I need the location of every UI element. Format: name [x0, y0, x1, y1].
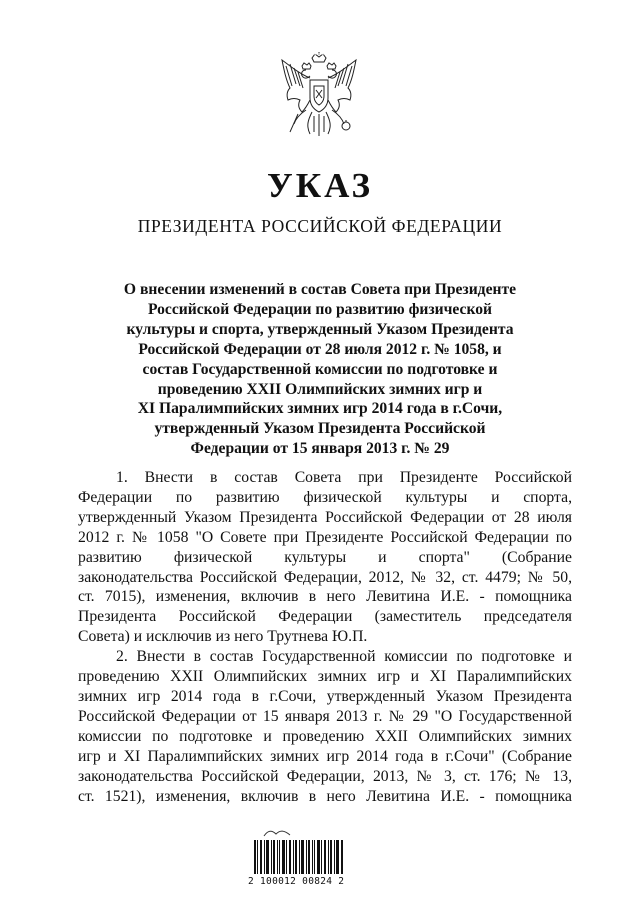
body-line: утвержденный Указом Президента Российской Федерации от 28 июля [78, 508, 572, 526]
body-line: ст. 1521), изменения, включив в него Левитина И.Е. - помощника [78, 787, 572, 805]
body-line: Совета) и исключив из него Трутнева Ю.П. [78, 628, 368, 646]
body-line: Федерации по развитию физической культуры и спорта, [78, 488, 572, 506]
body-line: Российской Федерации от 15 января 2013 г. № 29 "О Государственной [78, 707, 572, 725]
heading-line: утвержденный Указом Президента Российской [154, 420, 486, 438]
registration-stamp [238, 828, 358, 898]
page-subtitle: ПРЕЗИДЕНТА РОССИЙСКОЙ ФЕДЕРАЦИИ [137, 216, 503, 236]
barcode-icon [254, 840, 344, 874]
body-line: зимних игр 2014 года в г.Сочи, утвержденный Указом Президента [78, 687, 572, 705]
body-line: Президента Российской Федерации (заместитель председателя [78, 608, 572, 626]
body-line: проведению XXII Олимпийских зимних игр и XI Паралимпийских [78, 668, 572, 686]
body-line: 1. Внести в состав Совета при Президенте Российской [116, 469, 572, 486]
page-title: УКАЗ [267, 166, 373, 205]
coat-of-arms-icon [276, 52, 362, 144]
heading-line: Российской Федерации по развитию физической [147, 300, 493, 318]
body-line: игр и XI Паралимпийских зимних игр 2014 года в г.Сочи" (Собрание [78, 747, 572, 765]
body-line: 2. Внести в состав Государственной комиссии по подготовке и [116, 648, 572, 666]
heading-line: XI Паралимпийских зимних игр 2014 года в г.Сочи, [137, 400, 503, 418]
body-line: развитию физической культуры и спорта" (Собрание [78, 548, 572, 566]
decree-heading [110, 280, 530, 459]
body-line: законодательства Российской Федерации, 2013, № 3, ст. 176; № 13, [78, 767, 572, 785]
body-line: ст. 7015), изменения, включив в него Левитина И.Е. - помощника [78, 588, 572, 606]
stamp-mark-icon [262, 828, 292, 838]
heading-line: культуры и спорта, утвержденный Указом Президента [126, 320, 514, 338]
heading-line: Российской Федерации от 28 июля 2012 г. № 1058, и [138, 340, 502, 358]
barcode-number: 2 100012 00824 2 [248, 876, 345, 887]
body-line: 2012 г. № 1058 "О Совете при Президенте Российской Федерации по [78, 528, 572, 546]
heading-line: состав Государственной комиссии по подготовке и [142, 360, 498, 378]
heading-line: проведению XXII Олимпийских зимних игр и [157, 380, 483, 398]
body-line: законодательства Российской Федерации, 2012, № 32, ст. 4479; № 50, [78, 568, 572, 586]
decree-body [78, 468, 572, 806]
heading-line: Федерации от 15 января 2013 г. № 29 [190, 440, 450, 458]
body-line: комиссии по подготовке и проведению XXII Олимпийских зимних [78, 727, 572, 745]
heading-line: О внесении изменений в состав Совета при Президенте [123, 281, 517, 298]
